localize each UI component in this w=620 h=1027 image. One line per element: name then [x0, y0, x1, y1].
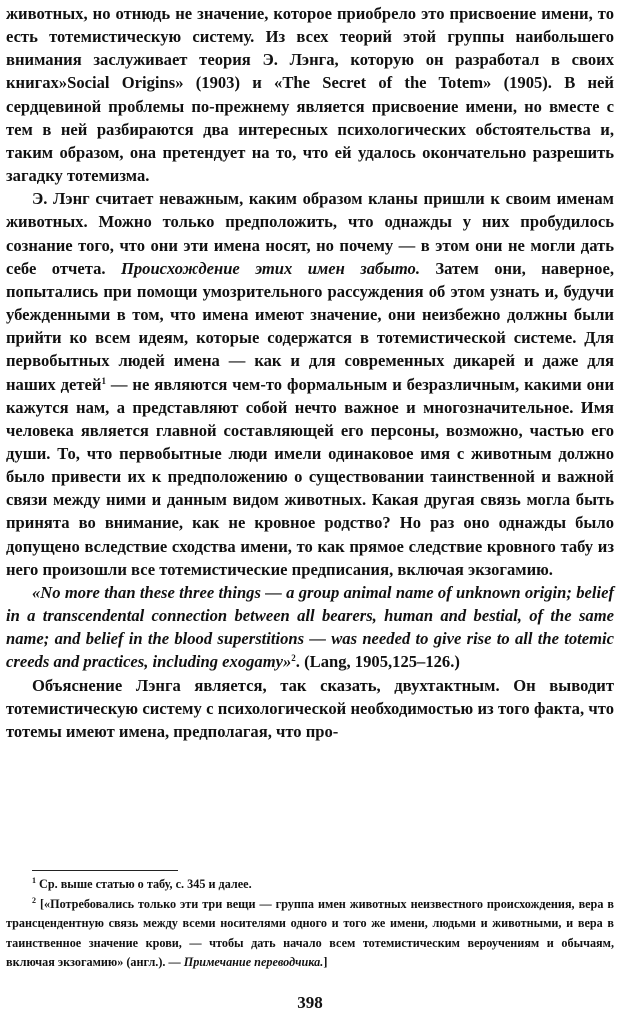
quote-citation: . (Lang, 1905,125–126.)	[295, 652, 460, 672]
footnote-2	[6, 895, 614, 973]
paragraph-2-part-c: — не являются чем-то формальным и безразличным, какими они кажутся нам, а представляют собой нечто важное и многозначительное. Имя человека является главной составляющей его персоны, возможно, частью его души. То, что первобытные люди имели одинаковое имя с животным должно было привести их к предположению о существовании таинственной и важной связи между ними и данным видом животных. Какая другая связь могла быть принята во внимание, как не кровное родство? Но раз оно однажды было допущено вследствие сходства имени, то как прямое следствие кровного табу из него произошли все тотемистические предписания, включая экзогамию.	[6, 374, 614, 579]
paragraph-2	[6, 187, 614, 581]
footnote-2-end: ]	[323, 955, 328, 969]
footnote-1-text: Ср. выше статью о табу, с. 345 и далее.	[36, 877, 252, 891]
paragraph-2-part-b: Затем они, наверное, попытались при помощи умозрительного рассуждения об этом узнать и, будучи убежденными в том, что имена имеют значение, они неизбежно должны были прийти ко всем идеям, которые содержатся в тотемистической системе. Для первобытных людей имена — как и для современных дикарей и даже для наших детей	[6, 258, 614, 394]
footnote-2-text: [«Потребовались только эти три вещи — группа имен животных неизвестного происхождения, вера в трансцендентную связь между всеми носителями одного и того же имени, людьми и животными, и вера в таинственное значение крови, — чтобы дать начало всем тотемистическим вероучениям и обычаям, включая экзогамию» (англ.). —	[6, 896, 614, 969]
paragraph-2-part-a: Э. Лэнг считает неважным, каким образом кланы пришли к своим именам животных. Можно только предположить, что однажды у них пробудилось сознание того, что они эти имена носят, но почему — в этом они не могли дать себе отчета.	[6, 189, 614, 278]
footnote-2-mark: 2	[32, 895, 36, 905]
footnote-1	[6, 875, 614, 895]
paragraph-4: Объяснение Лэнга является, так сказать, двухтактным. Он выводит тотемистическую систему с психологической необходимостью из того факта, что тотемы имеют имена, предполагая, что про-	[6, 675, 614, 741]
footnote-divider	[32, 870, 178, 871]
footnote-ref-2: 2	[291, 653, 296, 664]
page-number: 398	[297, 993, 323, 1012]
english-quote: «No more than these three things — a group animal name of unknown origin; belief in a transcendental connection between all bearers, human and bestial, of the same name; and belief in the blood superstitions — was needed to give rise to all the totemic creeds and practices, including exogamy»	[6, 582, 614, 672]
footnote-ref-1: 1	[101, 375, 106, 386]
footnote-2-italic: Примечание переводчика.	[183, 955, 324, 969]
paragraph-2-italic: Происхождение этих имен забыто.	[120, 258, 420, 278]
footnote-1-mark: 1	[32, 876, 36, 885]
footnotes	[6, 875, 614, 973]
quote-paragraph	[6, 581, 614, 674]
paragraph-1: животных, но отнюдь не значение, которое приобрело это присвоение имени, то есть тотемистическую систему. Из всех теорий этой группы наибольшего внимания заслуживает теория Э. Лэнга, которую он разработал в своих книгах»Social Origins» (1903) и «The Secret of the Totem» (1905). В ней сердцевиной проблемы по-прежнему является присвоение имени, но вместе с тем в ней разбираются два интересных психологических обстоятельства и, таким образом, она претендует на то, что ей удалось окончательно разрешить загадку тотемизма.	[6, 4, 614, 186]
main-text	[6, 2, 614, 743]
